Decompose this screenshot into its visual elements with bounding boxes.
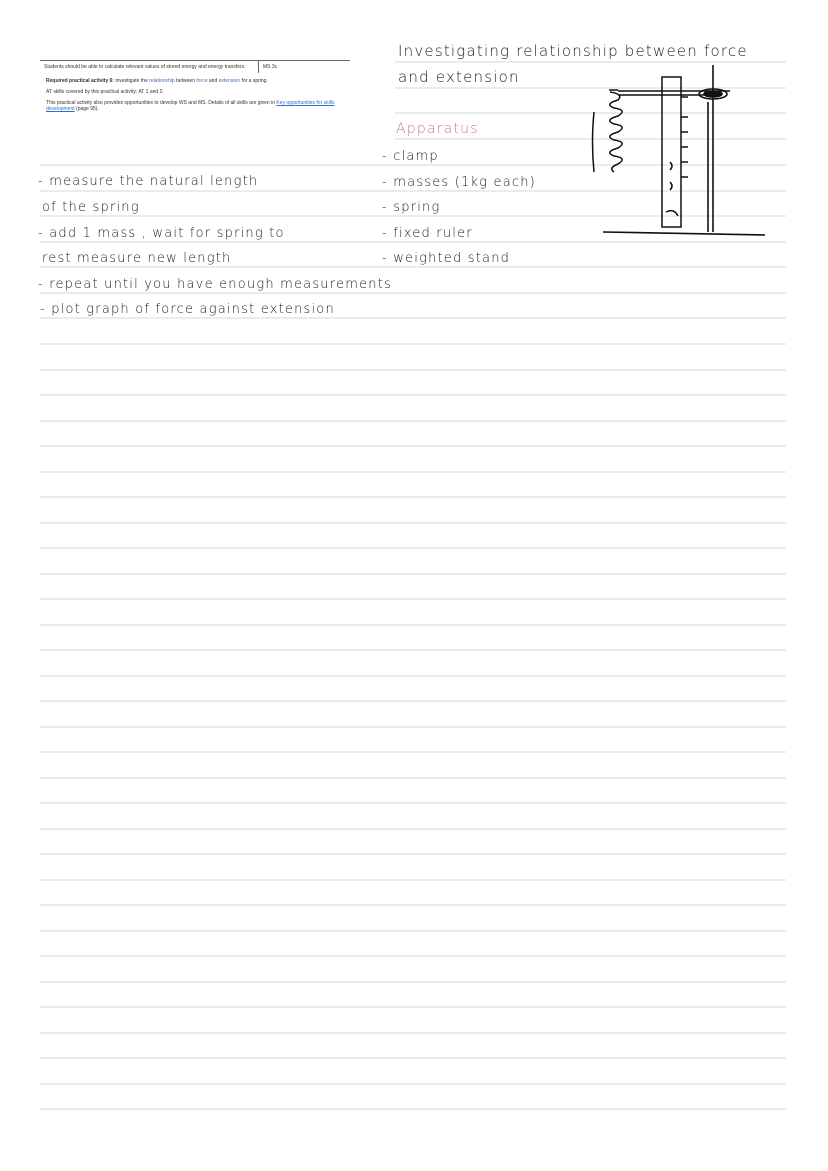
method-line: rest measure new length [42, 251, 232, 266]
ruler-icon [662, 77, 688, 227]
at-skills-text: AT skills covered by this practical activity: AT 1 and 2. [46, 89, 164, 95]
apparatus-diagram [570, 62, 800, 242]
opportunities-paragraph [46, 100, 350, 112]
skills-development-link[interactable]: Key opportunities for skills development [46, 100, 335, 112]
spec-excerpt [40, 60, 350, 112]
notes-title-line-2: and extension [398, 68, 520, 86]
rpa-highlight: force [196, 78, 208, 84]
apparatus-item: - spring [382, 200, 441, 215]
opportunities-page: (page 95). [76, 106, 99, 112]
spring-icon [593, 90, 623, 172]
apparatus-item: - weighted stand [382, 251, 511, 266]
rpa-text: for a spring. [241, 78, 268, 84]
spec-ms-ref: MS 3c [263, 64, 278, 70]
rpa-text: between [176, 78, 195, 84]
apparatus-item: - masses (1kg each) [382, 175, 536, 190]
apparatus-heading: Apparatus [396, 121, 479, 137]
rpa-paragraph [46, 78, 350, 84]
spec-energy-text: Students should be able to calculate relevant values of stored energy and energy transfers. [40, 61, 259, 73]
rpa-highlight: extension [218, 78, 241, 84]
rpa-prefix: Required practical activity 6: [46, 78, 115, 84]
method-line: - add 1 mass , wait for spring to [38, 226, 285, 241]
rpa-highlight: relationship [149, 78, 175, 84]
apparatus-item: - fixed ruler [382, 226, 473, 241]
opportunities-text: This practical activity also provides opportunities to develop WS and MS. Details of all skills are given in [46, 100, 275, 106]
method-line: - repeat until you have enough measurements [38, 277, 392, 292]
method-line: - plot graph of force against extension [40, 302, 335, 317]
rpa-text: and [208, 78, 218, 84]
method-line: of the spring [42, 200, 140, 215]
spec-table-row [40, 60, 350, 73]
method-line: - measure the natural length [38, 174, 259, 189]
notes-title-line-1: Investigating relationship between force [398, 42, 748, 60]
apparatus-item: - clamp [382, 149, 439, 164]
rpa-text: investigate the [115, 78, 148, 84]
